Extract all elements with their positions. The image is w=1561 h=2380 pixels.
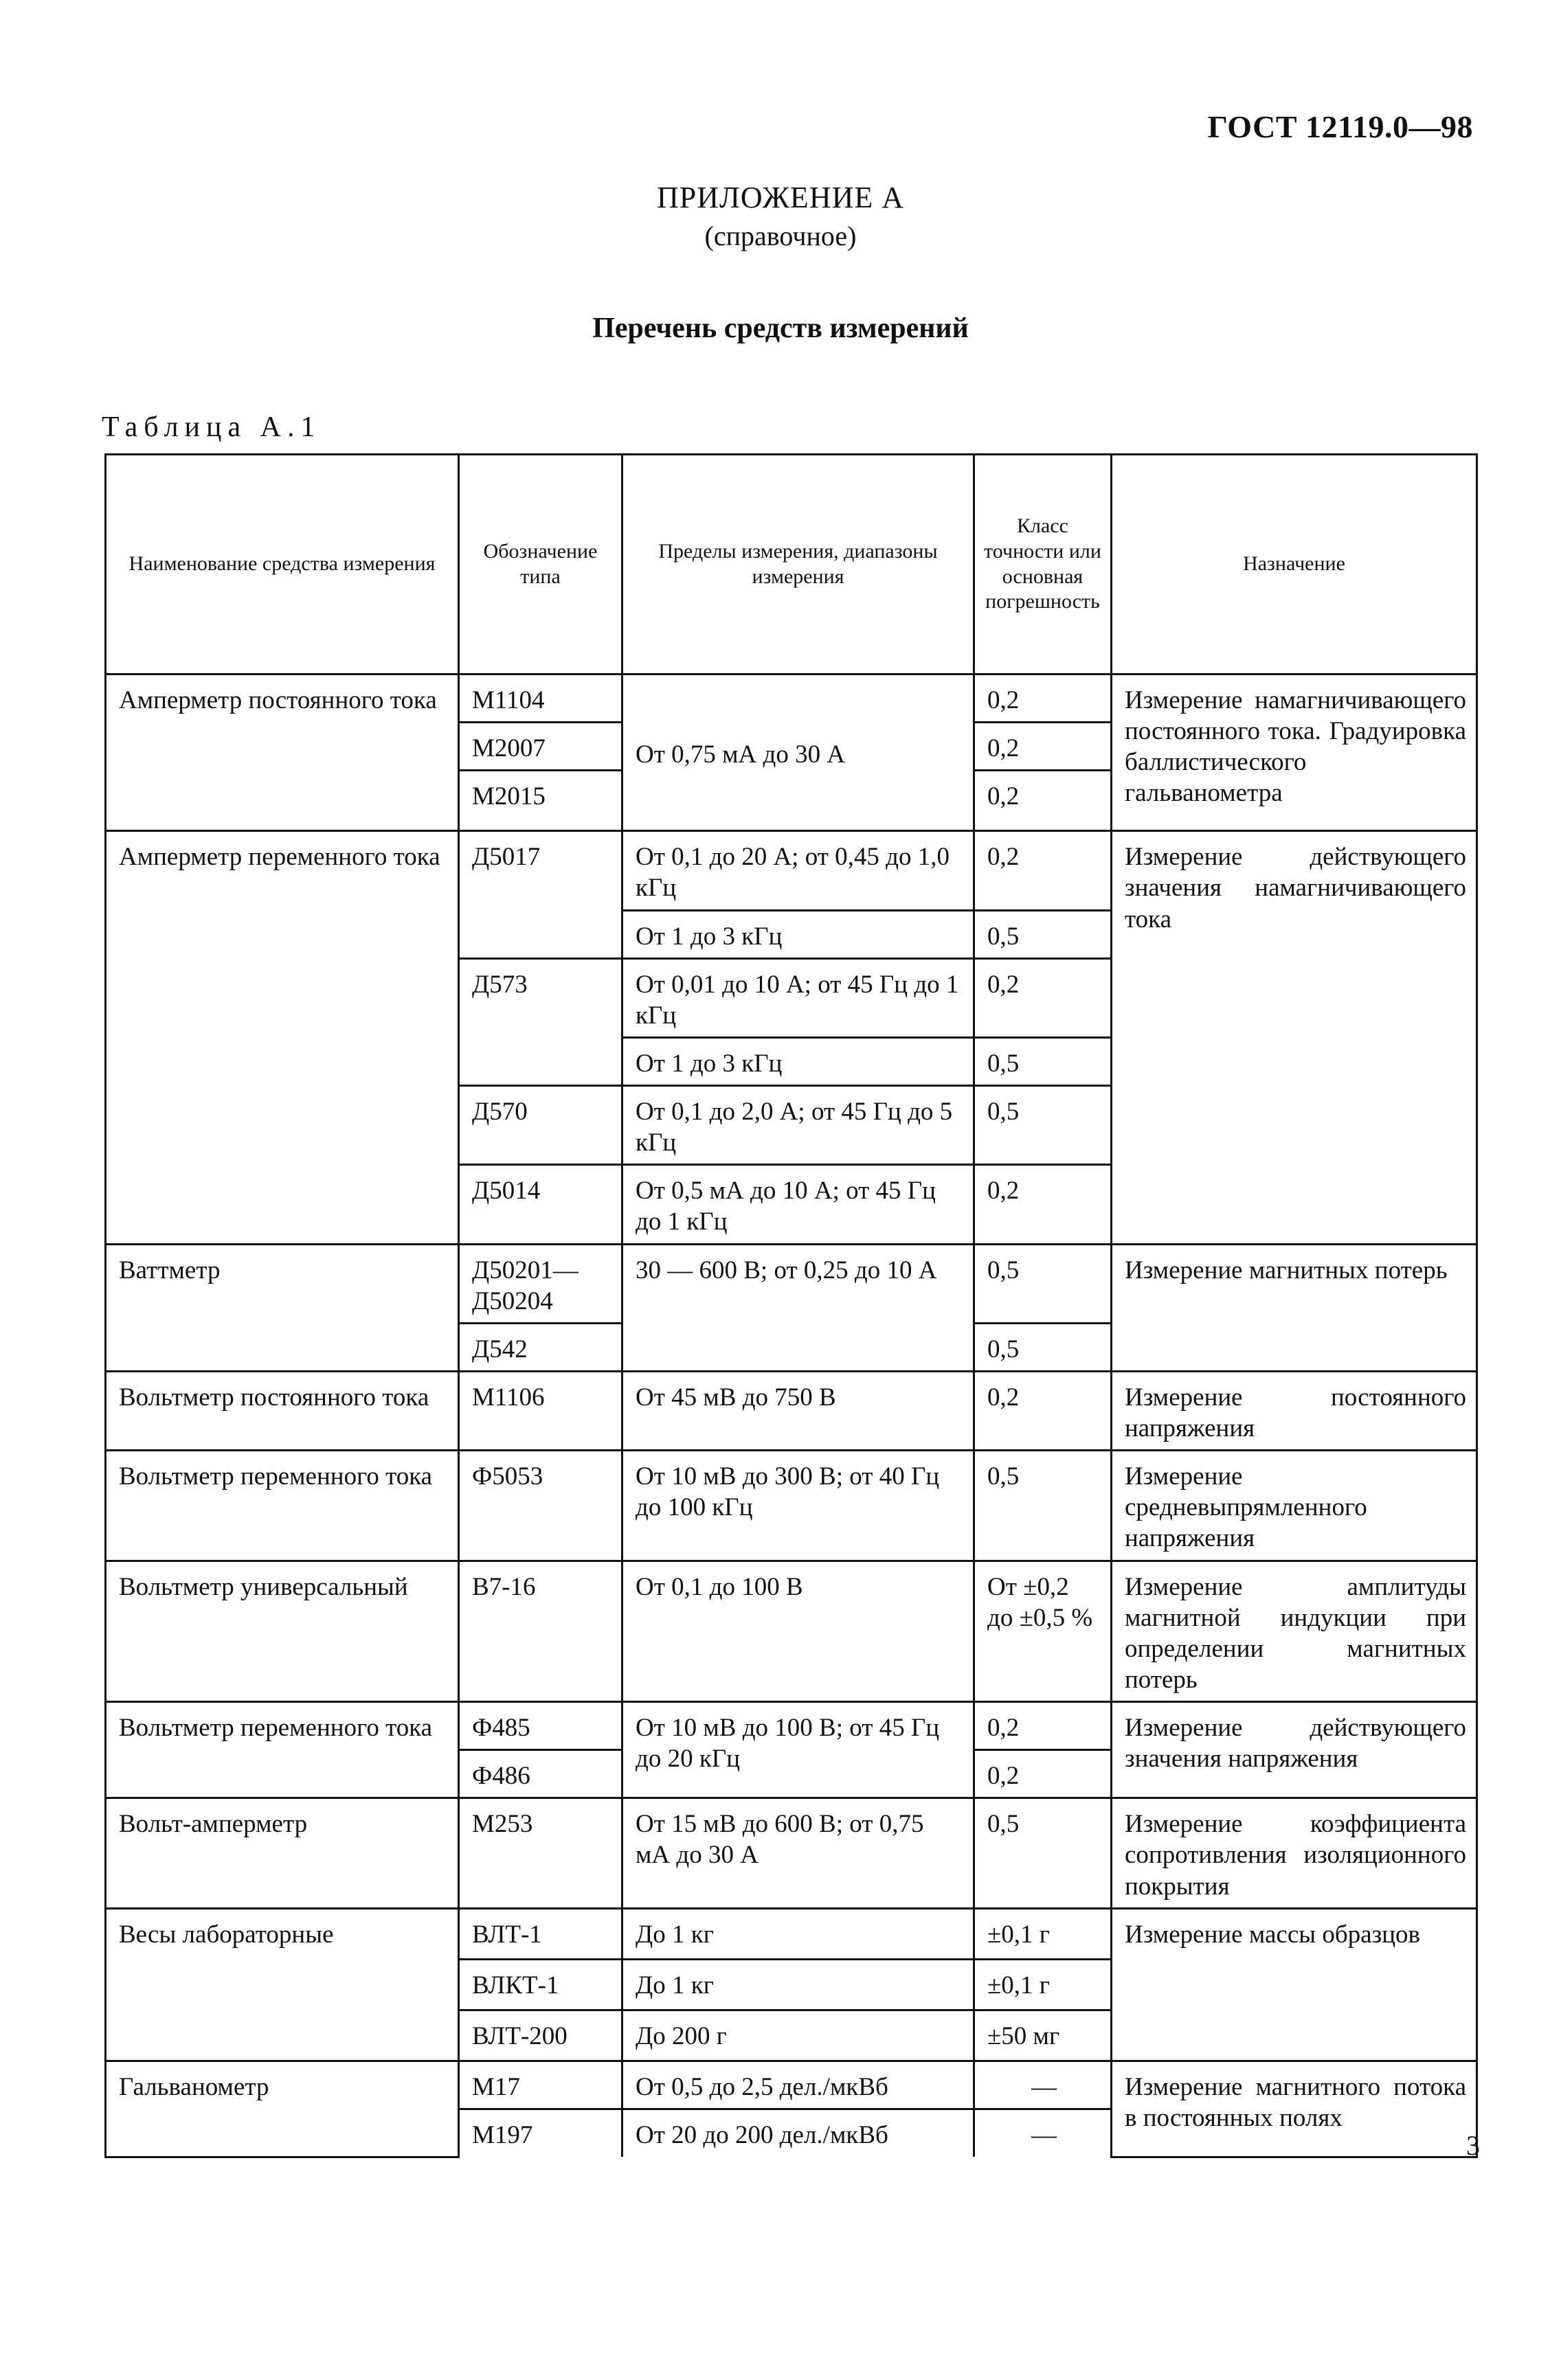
cell-type: ВЛТ-1	[459, 1908, 622, 1959]
cell-purpose: Измерение постоянного напряжения	[1112, 1371, 1477, 1450]
cell-type: Д542	[459, 1323, 622, 1371]
cell-purpose: Измерение средневыпрямленного напряжения	[1112, 1451, 1477, 1561]
header-purpose: Назначение	[1112, 455, 1477, 675]
cell-name: Ваттметр	[106, 1244, 459, 1371]
cell-purpose: Измерение коэффициента сопротивления изоляционного покрытия	[1112, 1798, 1477, 1908]
cell-range: От 0,5 до 2,5 дел./мкВб	[622, 2061, 974, 2109]
cell-accuracy: 0,2	[974, 1165, 1112, 1244]
page-number: 3	[1466, 2130, 1480, 2161]
cell-name: Вольтметр универсальный	[106, 1561, 459, 1702]
cell-range: От 20 до 200 дел./мкВб	[622, 2109, 974, 2157]
cell-accuracy: 0,2	[974, 1702, 1112, 1750]
cell-purpose: Измерение магнитного потока в постоянных полях	[1112, 2061, 1477, 2157]
cell-type: Д50201— Д50204	[459, 1244, 622, 1323]
cell-accuracy: 0,5	[974, 910, 1112, 958]
cell-range: От 0,75 мА до 30 А	[622, 675, 974, 831]
table-row	[106, 1908, 1477, 1959]
cell-type: М17	[459, 2061, 622, 2109]
cell-range: От 1 до 3 кГц	[622, 910, 974, 958]
cell-accuracy: 0,2	[974, 831, 1112, 910]
cell-accuracy: 0,5	[974, 1798, 1112, 1908]
cell-type: Д5017	[459, 831, 622, 958]
table-row	[106, 1244, 1477, 1323]
cell-type: Ф485	[459, 1702, 622, 1750]
cell-type: Д570	[459, 1086, 622, 1165]
cell-accuracy: 0,2	[974, 675, 1112, 723]
cell-range: От 45 мВ до 750 В	[622, 1371, 974, 1450]
cell-accuracy: 0,2	[974, 958, 1112, 1037]
cell-range: До 1 кг	[622, 1908, 974, 1959]
cell-type: М1104	[459, 675, 622, 723]
cell-range: От 1 до 3 кГц	[622, 1037, 974, 1085]
cell-range: От 10 мВ до 100 В; от 45 Гц до 20 кГц	[622, 1702, 974, 1798]
cell-range: От 15 мВ до 600 В; от 0,75 мА до 30 А	[622, 1798, 974, 1908]
cell-purpose: Измерение амплитуды магнитной индукции при определении магнитных потерь	[1112, 1561, 1477, 1702]
cell-type: М197	[459, 2109, 622, 2157]
cell-accuracy: 0,5	[974, 1086, 1112, 1165]
header-range: Пределы измерения, диапазоны измерения	[622, 455, 974, 675]
document-title: Перечень средств измерений	[592, 313, 969, 344]
cell-type: М2015	[459, 771, 622, 831]
cell-accuracy: 0,2	[974, 1371, 1112, 1450]
cell-accuracy: 0,5	[974, 1244, 1112, 1323]
cell-purpose: Измерение магнитных потерь	[1112, 1244, 1477, 1371]
header-name: Наименование средства измерения	[106, 455, 459, 675]
cell-accuracy: 0,5	[974, 1323, 1112, 1371]
cell-purpose: Измерение намагничивающего постоянного тока. Градуировка баллистического гальванометра	[1112, 675, 1477, 831]
cell-accuracy: 0,5	[974, 1451, 1112, 1561]
cell-range: От 0,01 до 10 А; от 45 Гц до 1 кГц	[622, 958, 974, 1037]
cell-accuracy: 0,2	[974, 1750, 1112, 1798]
cell-range: От 0,5 мА до 10 А; от 45 Гц до 1 кГц	[622, 1165, 974, 1244]
cell-range: До 200 г	[622, 2010, 974, 2061]
cell-purpose: Измерение массы образцов	[1112, 1908, 1477, 2061]
table-label: Таблица А.1	[102, 411, 322, 443]
table-row	[106, 1371, 1477, 1450]
cell-accuracy: ±50 мг	[974, 2010, 1112, 2061]
cell-type: Ф5053	[459, 1451, 622, 1561]
cell-purpose: Измерение действующего значения намагничивающего тока	[1112, 831, 1477, 1244]
instruments-table	[104, 453, 1478, 2158]
cell-type: М253	[459, 1798, 622, 1908]
cell-type: ВЛТ-200	[459, 2010, 622, 2061]
cell-accuracy: 0,5	[974, 1037, 1112, 1085]
header-accuracy: Класс точности или основная погрешность	[974, 455, 1112, 675]
cell-name: Вольтметр постоянного тока	[106, 1371, 459, 1450]
table-row	[106, 1702, 1477, 1750]
cell-type: М1106	[459, 1371, 622, 1450]
cell-name: Гальванометр	[106, 2061, 459, 2157]
cell-type: Д5014	[459, 1165, 622, 1244]
cell-accuracy: 0,2	[974, 723, 1112, 771]
cell-type: Д573	[459, 958, 622, 1085]
cell-type: Ф486	[459, 1750, 622, 1798]
cell-type: В7-16	[459, 1561, 622, 1702]
cell-range: От 0,1 до 100 В	[622, 1561, 974, 1702]
cell-name: Вольтметр переменного тока	[106, 1451, 459, 1561]
cell-type: М2007	[459, 723, 622, 771]
cell-name: Весы лабораторные	[106, 1908, 459, 2061]
cell-range: До 1 кг	[622, 1959, 974, 2010]
appendix-title: ПРИЛОЖЕНИЕ А	[656, 181, 905, 214]
cell-range: От 10 мВ до 300 В; от 40 Гц до 100 кГц	[622, 1451, 974, 1561]
cell-range: От 0,1 до 20 А; от 0,45 до 1,0 кГц	[622, 831, 974, 910]
table-row	[106, 675, 1477, 723]
cell-name: Амперметр постоянного тока	[106, 675, 459, 831]
table-header-row	[106, 455, 1477, 675]
cell-accuracy: ±0,1 г	[974, 1959, 1112, 2010]
cell-accuracy: —	[974, 2061, 1112, 2109]
standard-number: ГОСТ 12119.0—98	[1207, 109, 1473, 144]
cell-accuracy: От ±0,2 до ±0,5 %	[974, 1561, 1112, 1702]
cell-accuracy: ±0,1 г	[974, 1908, 1112, 1959]
table-row	[106, 831, 1477, 910]
table-row	[106, 1798, 1477, 1908]
cell-range: 30 — 600 В; от 0,25 до 10 А	[622, 1244, 974, 1371]
cell-type: ВЛКТ-1	[459, 1959, 622, 2010]
cell-name: Вольтметр переменного тока	[106, 1702, 459, 1798]
header-type: Обозначение типа	[459, 455, 622, 675]
table-row	[106, 1561, 1477, 1702]
cell-accuracy: 0,2	[974, 771, 1112, 831]
appendix-subtitle: (справочное)	[704, 220, 857, 251]
table-row	[106, 2061, 1477, 2109]
table-row	[106, 1451, 1477, 1561]
cell-range: От 0,1 до 2,0 А; от 45 Гц до 5 кГц	[622, 1086, 974, 1165]
cell-name: Вольт-амперметр	[106, 1798, 459, 1908]
cell-purpose: Измерение действующего значения напряжения	[1112, 1702, 1477, 1798]
cell-accuracy: —	[974, 2109, 1112, 2157]
cell-name: Амперметр переменного тока	[106, 831, 459, 1244]
